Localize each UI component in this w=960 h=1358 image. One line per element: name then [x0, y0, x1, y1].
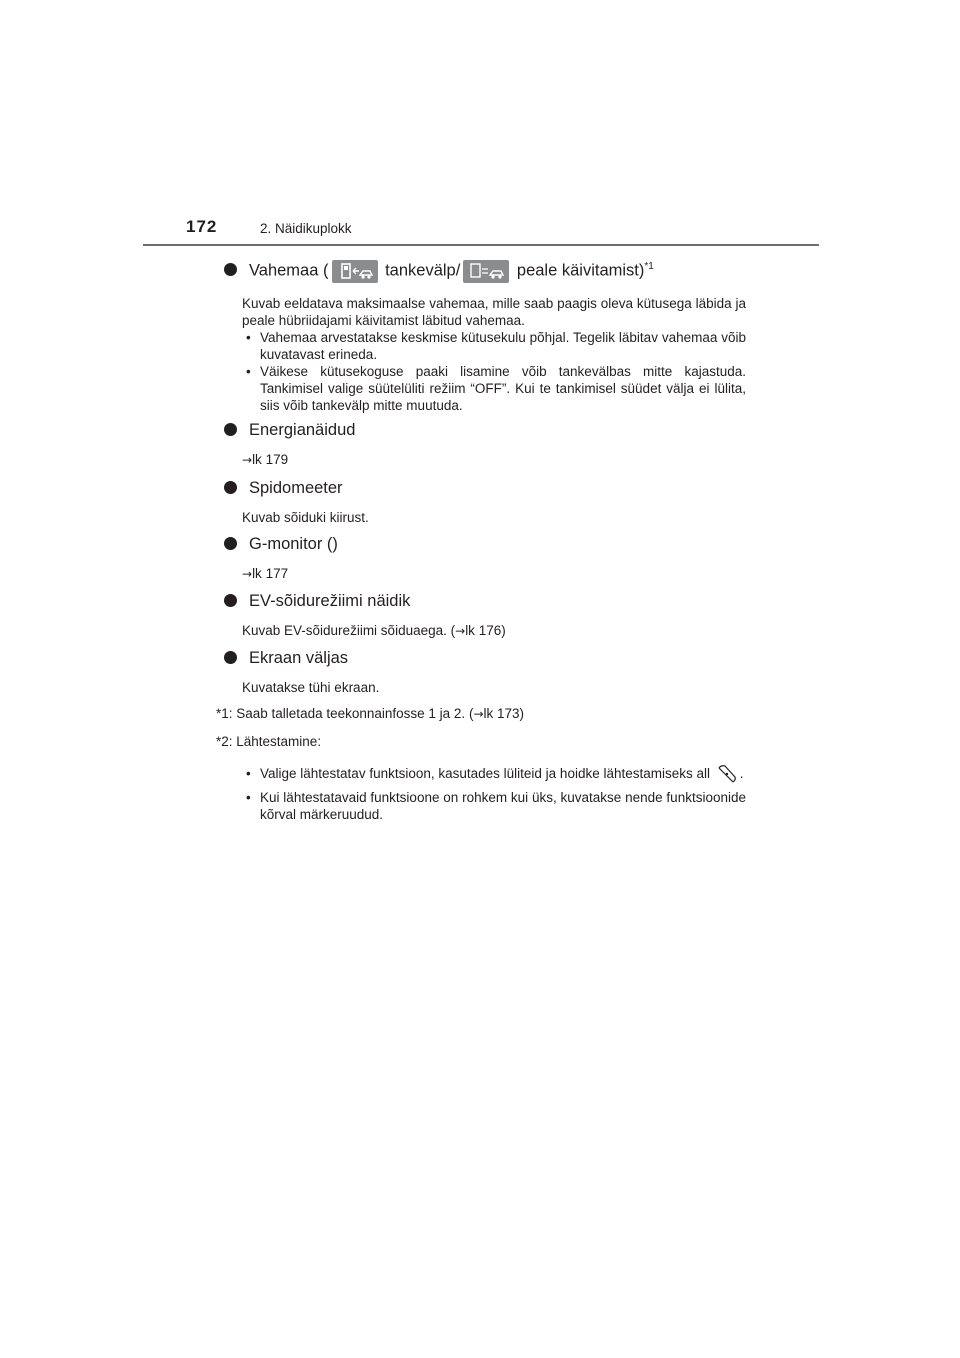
item-energy-title: Energianäidud — [216, 419, 746, 441]
bullet-icon — [224, 423, 237, 436]
distance-after-start-icon — [463, 260, 509, 283]
arrow-icon: → — [455, 623, 466, 638]
item-off-title: Ekraan väljas — [216, 647, 746, 669]
item-speedometer-title: Spidomeeter — [216, 477, 746, 499]
bullet-icon — [224, 537, 237, 550]
item-range-title: Vahemaa ( tankevälp/ peale käivitamist)$^{*1}$ — [216, 256, 746, 283]
bullet-icon — [224, 594, 237, 607]
item-ev-body: Kuvab EV-sõidurežiimi sõiduaega. (→lk 176) — [242, 622, 506, 638]
item-range-note-1: • Vahemaa arvestatakse keskmise kütusekulu põhjal. Tegelik läbitav vahemaa võib kuvatavast erineda. — [246, 329, 746, 362]
item-gmonitor-title: G-monitor () — [216, 533, 746, 555]
page-header — [0, 0, 960, 250]
bullet-icon — [224, 651, 237, 664]
arrow-icon: → — [242, 452, 253, 467]
arrow-icon: → — [473, 706, 484, 721]
footnote-1: *1: Saab talletada teekonnainfosse 1 ja 2. (→lk 173) — [216, 705, 525, 721]
item-range-body: Kuvab eeldatava maksimaalse vahemaa, mille saab paagis oleva kütusega läbida ja peale hübriidajami käivitamist läbitud vahemaa. — [242, 295, 746, 328]
bullet-icon — [224, 263, 237, 276]
header-rule — [143, 244, 819, 246]
item-speedometer-body: Kuvab sõiduki kiirust. — [242, 509, 369, 525]
reset-button-icon — [716, 763, 738, 785]
item-energy-ref: →lk 179 — [242, 451, 289, 467]
footnote-2: *2: Lähtestamine: — [216, 733, 322, 749]
item-gmonitor-ref: →lk 177 — [242, 565, 289, 581]
arrow-icon: → — [242, 566, 253, 581]
item-ev-title: EV-sõidurežiimi näidik — [216, 590, 746, 612]
item-off-body: Kuvatakse tühi ekraan. — [242, 679, 380, 695]
footnote-2-bullet-1: • Valige lähtestatav funktsioon, kasutades lüliteid ja hoidke lähtestamiseks all . — [246, 761, 746, 787]
bullet-icon — [224, 481, 237, 494]
footnote-2-bullet-2: • Kui lähtestatavaid funktsioone on rohkem kui üks, kuvatakse nende funktsioonide kõrval märkeruudud. — [246, 789, 746, 822]
page-number: 172 — [186, 217, 218, 236]
page-content — [216, 254, 746, 823]
item-range-note-2: • Väikese kütusekoguse paaki lisamine võib tankevälbas mitte kajastuda. Tankimisel valige süütelüliti režiim “OFF”. Kui te tankimisel süüdet välja ei lülita, siis võib tankevälp mitte muutuda. — [246, 363, 746, 413]
section-title: 2. Näidikuplokk — [260, 221, 352, 236]
fuel-range-icon — [332, 260, 378, 283]
